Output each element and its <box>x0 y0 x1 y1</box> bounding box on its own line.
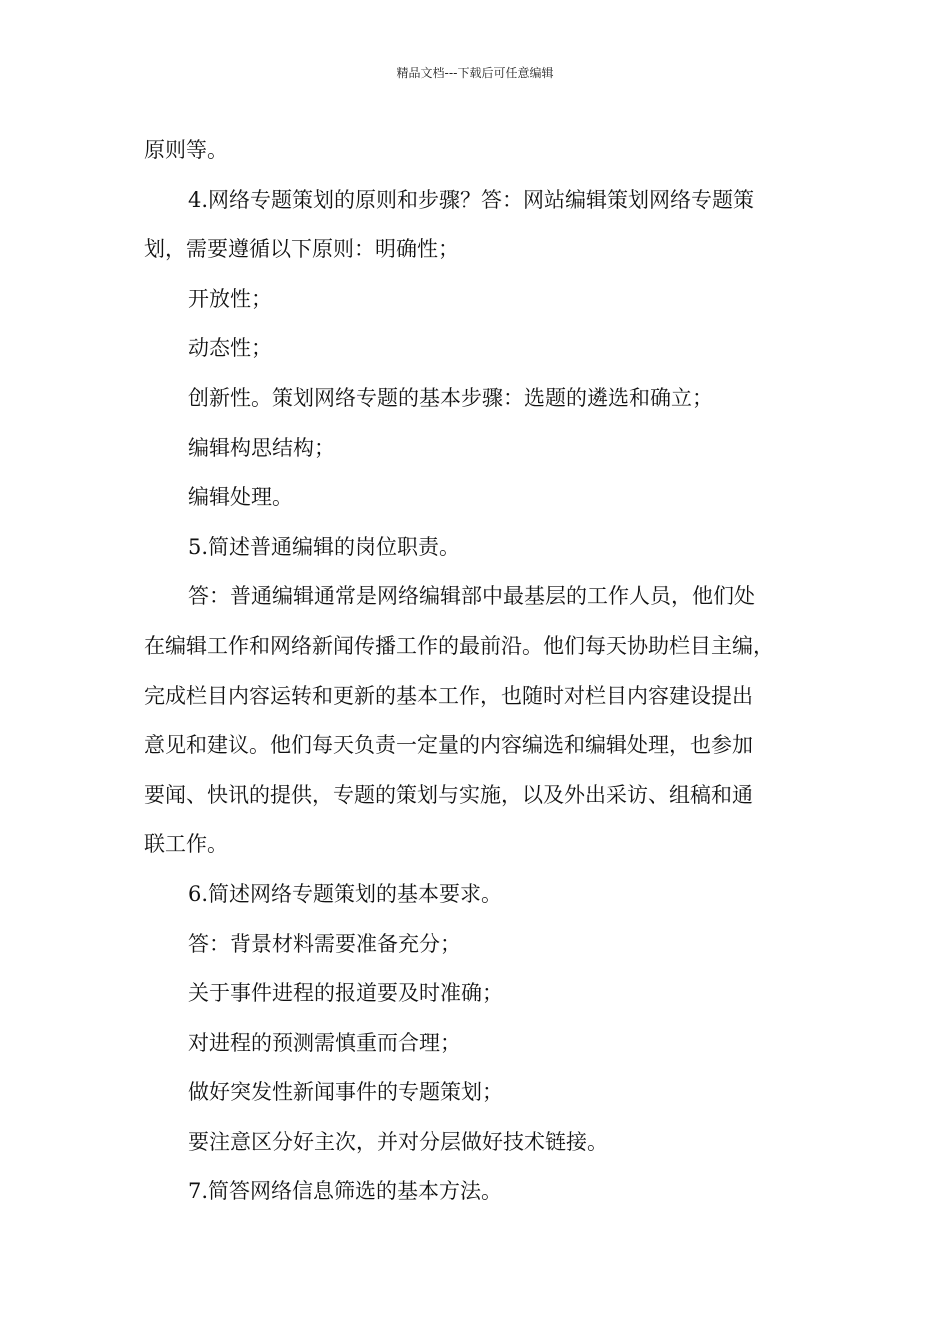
text-line: 对进程的预测需慎重而合理； <box>188 1030 461 1055</box>
text-line: 关于事件进程的报道要及时准确； <box>188 981 503 1006</box>
text-line: 原则等。 <box>144 138 228 162</box>
text-line: 要闻、快讯的提供，专题的策划与实施，以及外出采访、组稿和通 <box>144 782 753 807</box>
answer-5: 答：普通编辑通常是网络编辑部中最基层的工作人员，他们处 <box>188 584 755 609</box>
page-header: 精品文档---下载后可任意编辑 <box>396 66 554 80</box>
text-line: 编辑处理。 <box>188 485 293 510</box>
text-line: 动态性； <box>188 336 272 361</box>
text-line: 做好突发性新闻事件的专题策划； <box>188 1080 503 1105</box>
question-4: 4.网络专题策划的原则和步骤？答：网站编辑策划网络专题策 <box>188 187 755 212</box>
answer-6: 答：背景材料需要准备充分； <box>188 931 461 956</box>
document-body <box>144 126 824 1217</box>
text-line: 联工作。 <box>144 832 228 857</box>
text-line: 开放性； <box>188 286 272 311</box>
question-6: 6.简述网络专题策划的基本要求。 <box>188 881 503 906</box>
question-7: 7.简答网络信息筛选的基本方法。 <box>188 1179 503 1204</box>
text-line: 要注意区分好主次，并对分层做好技术链接。 <box>188 1129 608 1154</box>
question-5: 5.简述普通编辑的岗位职责。 <box>188 534 461 559</box>
text-line: 意见和建议。他们每天负责一定量的内容编选和编辑处理，也参加 <box>144 733 753 758</box>
text-line: 编辑构思结构； <box>188 435 335 460</box>
text-line: 划，需要遵循以下原则：明确性； <box>144 237 459 262</box>
text-line: 创新性。策划网络专题的基本步骤：选题的遴选和确立； <box>188 385 713 410</box>
text-line: 在编辑工作和网络新闻传播工作的最前沿。他们每天协助栏目主编， <box>144 633 774 658</box>
text-line: 完成栏目内容运转和更新的基本工作，也随时对栏目内容建设提出 <box>144 683 753 708</box>
